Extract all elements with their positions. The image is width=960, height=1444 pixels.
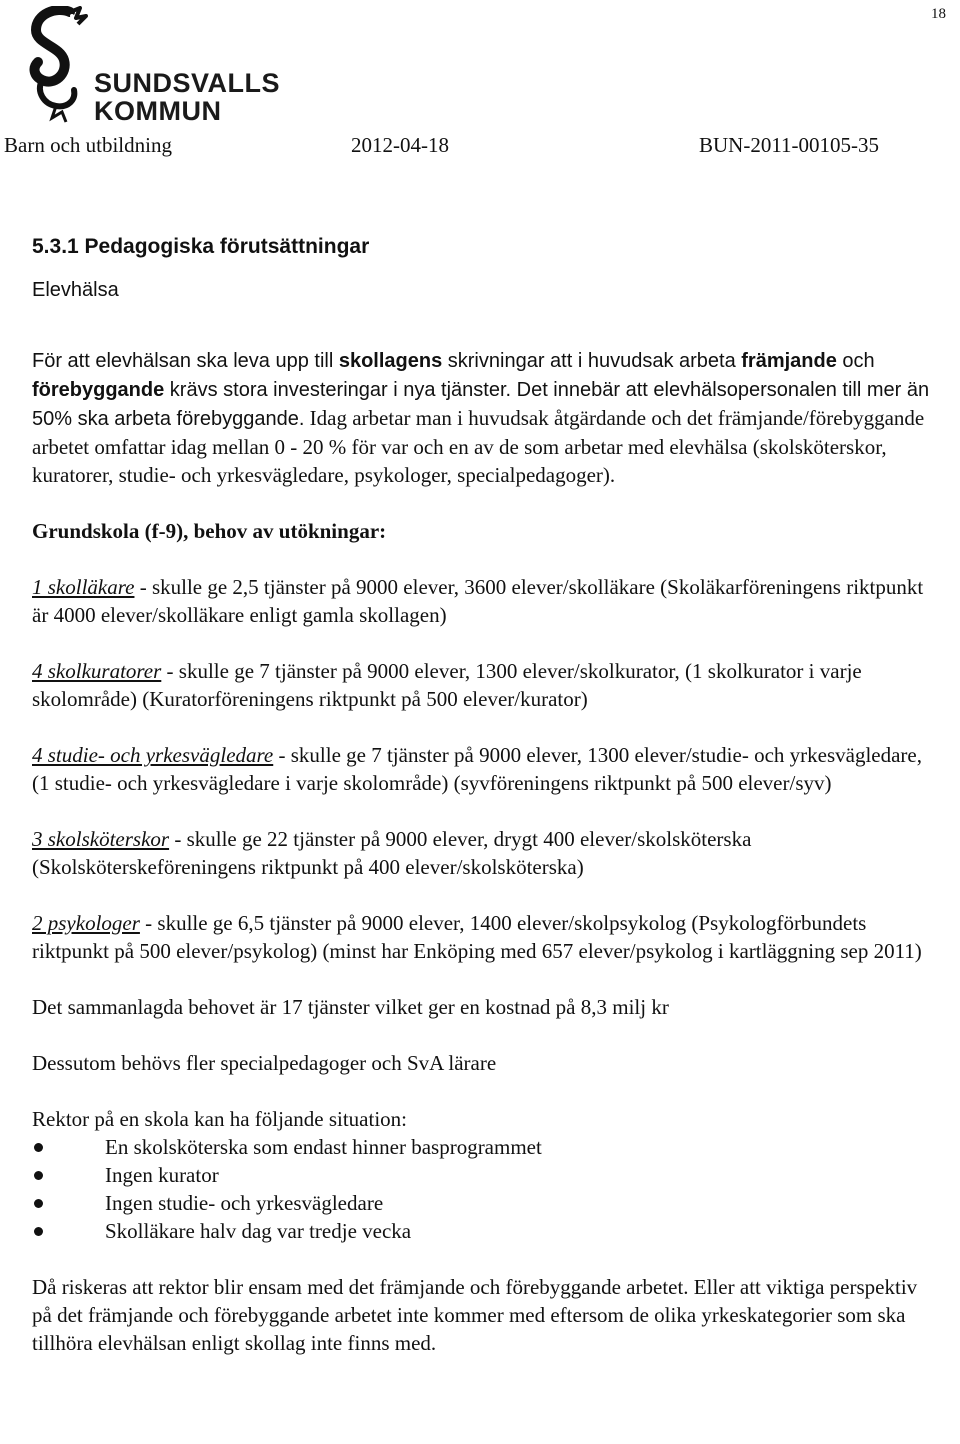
grundskola-heading: Grundskola (f-9), behov av utökningar: bbox=[32, 519, 387, 543]
logo-text-line2: KOMMUN bbox=[94, 96, 222, 126]
need-text: - skulle ge 22 tjänster på 9000 elever, drygt 400 elever/skolsköterska (Skolsköterskeföreningens riktpunkt på 400 elever/skolsköterska) bbox=[32, 827, 752, 879]
bullet-icon bbox=[34, 1199, 43, 1208]
intro-bold-skollagens: skollagens bbox=[338, 350, 443, 372]
need-text: - skulle ge 2,5 tjänster på 9000 elever, 3600 elever/skolläkare (Skoläkarföreningens riktpunkt är 4000 elever/skolläkare enligt gamla skollagen) bbox=[32, 575, 924, 627]
need-item bbox=[32, 573, 942, 629]
page-number: 18 bbox=[931, 6, 946, 22]
list-item bbox=[32, 1189, 942, 1217]
list-item bbox=[32, 1161, 942, 1189]
need-title: 1 skolläkare bbox=[32, 575, 135, 599]
list-item-text: Skolläkare halv dag var tredje vecka bbox=[105, 1219, 412, 1243]
need-title: 3 skolsköterskor bbox=[32, 827, 170, 851]
extra-paragraph: Dessutom behövs fler specialpedagoger och SvA lärare bbox=[32, 1051, 497, 1075]
intro-bold-framjande: främjande bbox=[741, 350, 837, 372]
rektor-intro: Rektor på en skola kan ha följande situation: bbox=[32, 1107, 407, 1131]
section-title: 5.3.1 Pedagogiska förutsättningar bbox=[32, 235, 370, 258]
need-item bbox=[32, 741, 942, 797]
need-item bbox=[32, 909, 942, 965]
intro-bold-forebyggande: förebyggande bbox=[32, 379, 165, 401]
logo-text-line1: SUNDSVALLS bbox=[94, 68, 281, 98]
intro-text-3: och bbox=[836, 350, 875, 372]
intro-text-5: Idag arbetar man i huvudsak åtgärdande och det främjande/förebyggande arbetet omfattar idag mellan 0 - 20 % för var och en av de som arbetar med elevhälsa (skolsköterskor, kuratorer, studie- och yrkesvägledare, psykologer, specialpedagoger). bbox=[32, 406, 925, 487]
document-header bbox=[0, 133, 960, 161]
need-item bbox=[32, 825, 942, 881]
need-title: 4 skolkuratorer bbox=[32, 659, 162, 683]
need-text: - skulle ge 7 tjänster på 9000 elever, 1300 elever/studie- och yrkesvägledare, (1 studie- och yrkesvägledare i varje skolområde) (syvföreningens riktpunkt på 500 elever/syv) bbox=[32, 743, 922, 795]
list-item-text: En skolsköterska som endast hinner basprogrammet bbox=[105, 1135, 542, 1159]
need-text: - skulle ge 6,5 tjänster på 9000 elever, 1400 elever/skolpsykolog (Psykologförbundets riktpunkt på 500 elever/psykolog) (minst har Enköping med 657 elever/psykolog i kartläggning sep 2011) bbox=[32, 911, 922, 963]
document-body bbox=[32, 233, 942, 1357]
conclusion-paragraph: Då riskeras att rektor blir ensam med det främjande och förebyggande arbetet. Eller att viktiga perspektiv på det främjande och förebyggande arbetet inte kommer med eftersom de olika yrkeskategorier som ska tillhöra elevhälsan enligt skollag inte finns med. bbox=[32, 1275, 918, 1355]
list-item bbox=[32, 1133, 942, 1161]
header-date: 2012-04-18 bbox=[351, 133, 449, 157]
need-text: - skulle ge 7 tjänster på 9000 elever, 1300 elever/skolkurator, (1 skolkurator i varje skolområde) (Kuratorföreningens riktpunkt på 500 elever/kurator) bbox=[32, 659, 862, 711]
header-department: Barn och utbildning bbox=[4, 133, 172, 157]
need-item bbox=[32, 657, 942, 713]
need-title: 4 studie- och yrkesvägledare bbox=[32, 743, 274, 767]
sundsvall-dragon-s-icon bbox=[26, 6, 90, 126]
header-reference: BUN-2011-00105-35 bbox=[699, 133, 880, 157]
list-item-text: Ingen studie- och yrkesvägledare bbox=[105, 1191, 384, 1215]
list-item bbox=[32, 1217, 942, 1245]
intro-text-2: skrivningar att i huvudsak arbeta bbox=[442, 350, 742, 372]
need-title: 2 psykologer bbox=[32, 911, 140, 935]
bullet-icon bbox=[34, 1227, 43, 1236]
bullet-icon bbox=[34, 1143, 43, 1152]
list-item-text: Ingen kurator bbox=[105, 1163, 219, 1187]
intro-text-4: krävs stora investeringar i nya tjänster. Det innebär att elevhälsopersonalen till mer än 50% ska arbeta förebyggande. bbox=[32, 379, 930, 430]
situation-list bbox=[32, 1133, 942, 1245]
section-subtitle: Elevhälsa bbox=[32, 279, 119, 301]
total-paragraph: Det sammanlagda behovet är 17 tjänster vilket ger en kostnad på 8,3 milj kr bbox=[32, 995, 669, 1019]
intro-text-1: För att elevhälsan ska leva upp till bbox=[32, 350, 339, 372]
bullet-icon bbox=[34, 1171, 43, 1180]
municipality-logo bbox=[26, 6, 281, 126]
intro-paragraph bbox=[32, 346, 942, 489]
